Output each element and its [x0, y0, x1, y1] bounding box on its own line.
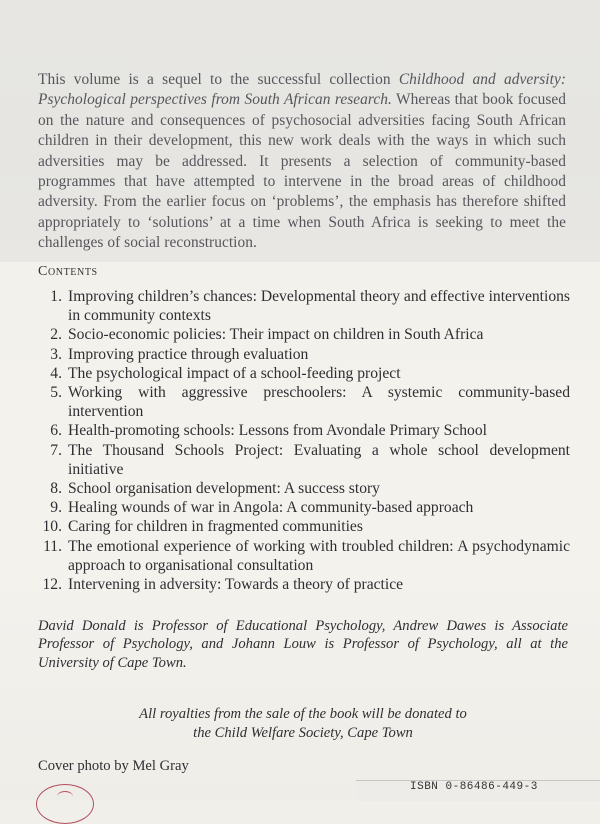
contents-item-title: Healing wounds of war in Angola: A community-based approach — [68, 499, 474, 517]
contents-item — [38, 498, 570, 517]
contents-item-number: 10. — [42, 518, 62, 536]
contents-item — [38, 345, 570, 364]
contents-item-title: Caring for children in fragmented communities — [68, 518, 363, 536]
contents-item-number: 2. — [50, 326, 62, 344]
publisher-logo — [36, 784, 94, 824]
contents-item — [38, 479, 570, 498]
contents-item-number: 12. — [42, 576, 62, 594]
contents-item — [38, 421, 570, 440]
contents-item — [38, 441, 570, 479]
contents-item-title: Improving children’s chances: Developmental theory and effective interventions in community contexts — [68, 288, 570, 325]
contents-item-number: 7. — [50, 441, 62, 459]
contents-item-number: 5. — [50, 384, 62, 402]
contents-item-number: 6. — [50, 422, 62, 440]
contents-item — [38, 575, 570, 594]
blurb-title-italic: Childhood and adversity: Psychological perspectives from South African research. — [38, 71, 566, 109]
contents-heading: Contents — [38, 264, 98, 279]
contents-item-number: 11. — [43, 537, 62, 555]
contents-item-title: Health-promoting schools: Lessons from Avondale Primary School — [68, 422, 487, 440]
contents-item-title: Working with aggressive preschoolers: A systemic community-based intervention — [68, 384, 570, 421]
royalties-line: the Child Welfare Society, Cape Town — [193, 725, 413, 741]
contents-item — [38, 325, 570, 344]
publisher-logo-mark — [57, 791, 73, 802]
contents-item-number: 1. — [50, 288, 62, 305]
contents-item — [38, 287, 570, 325]
royalties-line: All royalties from the sale of the book will be donated to — [139, 706, 467, 722]
contents-item-number: 4. — [50, 364, 62, 382]
contents-item-number: 8. — [50, 480, 62, 498]
blurb-intro: This volume is a sequel to the successful collection — [38, 71, 399, 88]
contents-item-title: Socio-economic policies: Their impact on children in South Africa — [68, 326, 484, 344]
author-bios: David Donald is Professor of Educational Psychology, Andrew Dawes is Associate Professor of Psychology, and Johann Louw is Professor of Psychology, all at the University of Cape Town. — [38, 618, 568, 671]
contents-item-title: The Thousand Schools Project: Evaluating a whole school development initiative — [68, 441, 570, 478]
contents-item-title: The emotional experience of working with troubled children: A psychodynamic approach to organisational consultation — [68, 537, 570, 574]
blurb-rest: Whereas that book focused on the nature and consequences of psychosocial adversities facing South African children in their development, this new work deals with the ways in which such adversities may be addressed. It presents a selection of community-based programmes that have attempted to intervene in the broad areas of childhood adversity. From the earlier focus on ‘problems’, the emphasis has therefore shifted appropriately to ‘solutions’ at a time when South Africa is seeking to meet the challenges of social reconstruction. — [38, 91, 566, 252]
contents-item — [38, 364, 570, 383]
contents-item-number: 3. — [50, 345, 62, 363]
cover-photo-credit: Cover photo by Mel Gray — [38, 758, 189, 774]
contents-item-title: Improving practice through evaluation — [68, 345, 309, 363]
contents-item-title: The psychological impact of a school-feeding project — [68, 364, 401, 382]
isbn-number: ISBN 0-86486-449-3 — [410, 781, 538, 793]
contents-item — [38, 537, 570, 575]
contents-item — [38, 383, 570, 421]
contents-item-title: Intervening in adversity: Towards a theory of practice — [68, 576, 404, 594]
contents-item-title: School organisation development: A success story — [68, 480, 380, 498]
royalties-note — [38, 705, 568, 743]
contents-item-number: 9. — [50, 499, 62, 517]
contents-list — [38, 287, 570, 594]
blurb-paragraph — [38, 70, 566, 254]
contents-item — [38, 517, 570, 536]
